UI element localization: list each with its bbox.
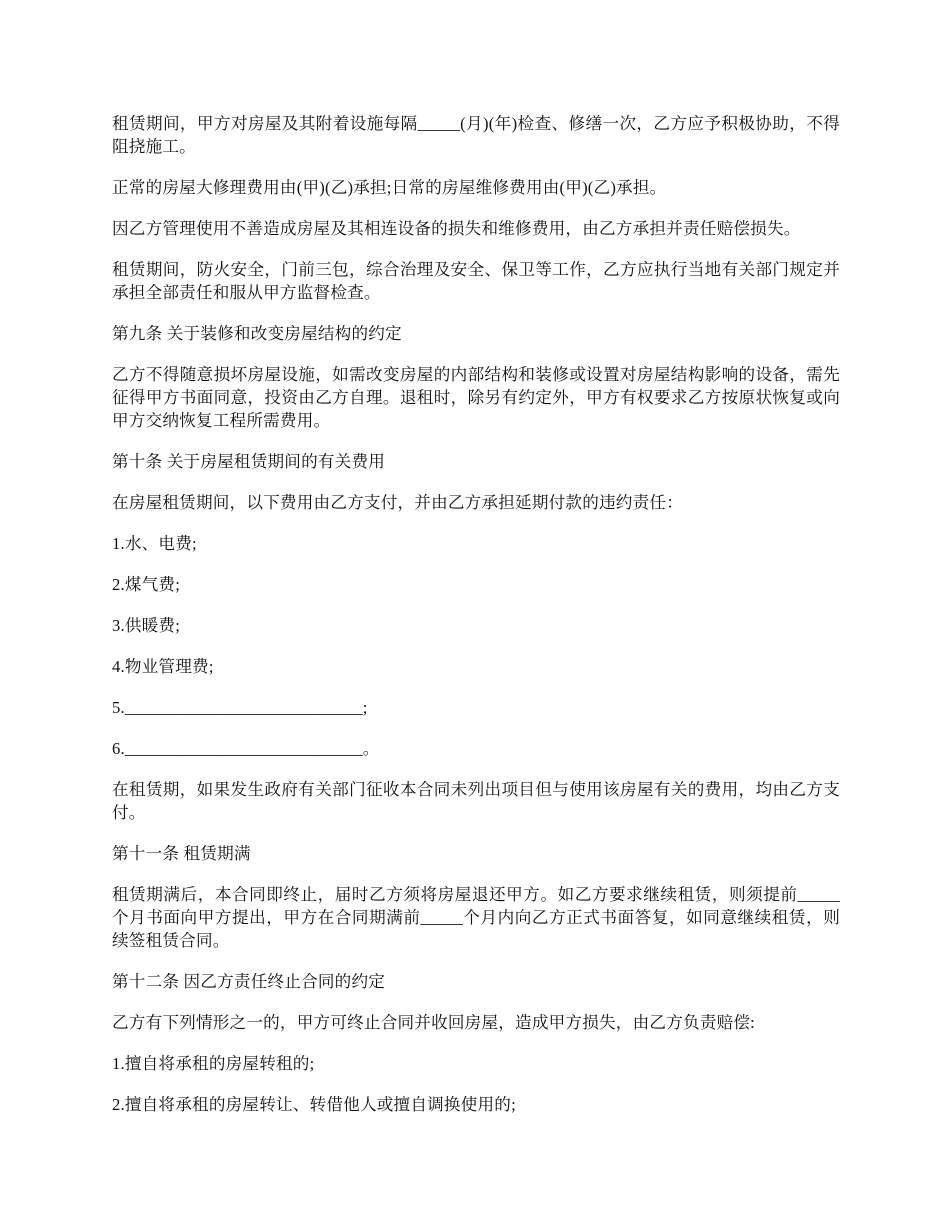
article-11-heading: 第十一条 租赁期满	[112, 844, 251, 863]
article-10-heading: 第十条 关于房屋租赁期间的有关费用	[112, 452, 386, 471]
fee-item-3: 3.供暖费;	[112, 616, 181, 635]
paragraph-renovation: 乙方不得随意损坏房屋设施，如需改变房屋的内部结构和装修或设置对房屋结构影响的设备，需先征得甲方书面同意，投资由乙方自理。退租时，除另有约定外，甲方有权要求乙方按原状恢复或向甲方交纳恢复工程所需费用。	[112, 365, 840, 430]
fee-item-5: 5.____________________________;	[112, 698, 368, 717]
paragraph-inspection: 租赁期间，甲方对房屋及其附着设施每隔_____(月)(年)检查、修缮一次，乙方应予积极协助，不得阻挠施工。	[112, 114, 840, 156]
termination-item-1: 1.擅自将承租的房屋转租的;	[112, 1054, 315, 1073]
paragraph-fire-safety: 租赁期间，防火安全，门前三包，综合治理及安全、保卫等工作，乙方应执行当地有关部门规定并承担全部责任和服从甲方监督检查。	[112, 260, 840, 302]
fee-item-4: 4.物业管理费;	[112, 657, 214, 676]
paragraph-fees-intro: 在房屋租赁期间，以下费用由乙方支付，并由乙方承担延期付款的违约责任：	[112, 493, 683, 512]
termination-item-2: 2.擅自将承租的房屋转让、转借他人或擅自调换使用的;	[112, 1095, 516, 1114]
article-9-heading: 第九条 关于装修和改变房屋结构的约定	[112, 324, 402, 343]
article-12-heading: 第十二条 因乙方责任终止合同的约定	[112, 972, 386, 991]
paragraph-lease-expiry: 租赁期满后，本合同即终止，届时乙方须将房屋退还甲方。如乙方要求继续租赁，则须提前_____个月书面向甲方提出，甲方在合同期满前_____个月内向乙方正式书面答复，如同意继续租赁，则续签租赁合同。	[112, 885, 840, 950]
paragraph-government-fees: 在租赁期，如果发生政府有关部门征收本合同未列出项目但与使用该房屋有关的费用，均由乙方支付。	[112, 780, 840, 822]
paragraph-termination-intro: 乙方有下列情形之一的，甲方可终止合同并收回房屋，造成甲方损失，由乙方负责赔偿:	[112, 1013, 755, 1032]
paragraph-repair-cost: 正常的房屋大修理费用由(甲)(乙)承担;日常的房屋维修费用由(甲)(乙)承担。	[112, 178, 667, 197]
document-page	[112, 112, 840, 1134]
fee-item-6: 6.____________________________。	[112, 739, 380, 758]
paragraph-damage-liability: 因乙方管理使用不善造成房屋及其相连设备的损失和维修费用，由乙方承担并责任赔偿损失。	[112, 219, 801, 238]
fee-item-2: 2.煤气费;	[112, 575, 181, 594]
fee-item-1: 1.水、电费;	[112, 534, 197, 553]
